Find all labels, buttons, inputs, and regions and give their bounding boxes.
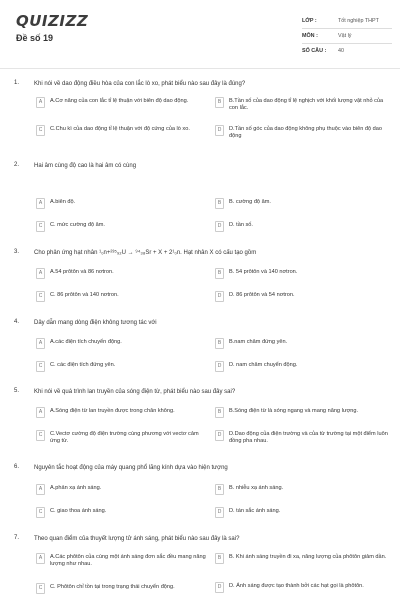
option-text: D. tán sắc ánh sáng.	[229, 508, 281, 514]
option-text: C. các điện tích đứng yên.	[50, 362, 116, 368]
option-letter-box: D	[215, 507, 224, 518]
option-text: A.54 prôtôn và 86 nơtron.	[50, 269, 114, 275]
option-text: A.biên độ.	[50, 199, 76, 205]
option-letter-box: D	[215, 361, 224, 372]
question-text: Cho phản ứng hạt nhân ¹₀n+²³⁵₉₂U → ⁹⁴₃₈Sr + X + 2¹₀n. Hạt nhân X có cấu tạo gồm	[34, 250, 257, 256]
question-number: 7.	[14, 535, 20, 541]
option-letter-box: A	[36, 553, 45, 564]
option-letter-box: C	[36, 430, 45, 441]
option-letter-box: C	[36, 291, 45, 302]
option-text: B.Tần số của dao động tỉ lệ nghịch với khối lượng vật nhỏ của con lắc.	[229, 98, 384, 112]
option-text: C.Vectơ cường độ điện trường cùng phương với vectơ cảm ứng từ.	[50, 431, 199, 445]
option-letter-box: B	[215, 553, 224, 564]
question-number: 1.	[14, 80, 20, 86]
option-text: C. Phôtôn chỉ tồn tại trong trạng thái chuyển động.	[50, 584, 175, 590]
option-letter-box: C	[36, 221, 45, 232]
question-number: 5.	[14, 388, 20, 394]
option-text: C. mức cường độ âm.	[50, 222, 105, 228]
option-letter-box: D	[215, 430, 224, 441]
meta-class-label: LỚP :	[302, 18, 317, 24]
option-letter-box: B	[215, 484, 224, 495]
meta-count-value: 40	[338, 48, 344, 54]
question-number: 3.	[14, 249, 20, 255]
option-letter-box: C	[36, 125, 45, 136]
worksheet-header	[0, 0, 400, 66]
question-number: 6.	[14, 464, 20, 470]
meta-count-row	[302, 44, 392, 59]
option-letter-box: A	[36, 268, 45, 279]
question-text: Khi nói về quá trình lan truyền của sóng điện từ, phát biểu nào sau đây sai?	[34, 389, 236, 395]
option-letter-box: A	[36, 198, 45, 209]
option-text: B. cường độ âm.	[229, 199, 271, 205]
meta-count-label: SỐ CÂU :	[302, 48, 327, 54]
option-text: A.các điện tích chuyển động.	[50, 339, 122, 345]
option-text: D. nam châm chuyển động.	[229, 362, 298, 368]
question-text: Hai âm cùng độ cao là hai âm có cùng	[34, 163, 137, 169]
question-number: 2.	[14, 162, 20, 168]
option-letter-box: B	[215, 268, 224, 279]
option-letter-box: B	[215, 407, 224, 418]
option-text: A.Sóng điện từ lan truyền được trong chân không.	[50, 408, 175, 414]
question-text: Khi nói về dao động điều hòa của con lắc lò xo, phát biểu nào sau đây là đúng?	[34, 81, 246, 87]
option-letter-box: B	[215, 97, 224, 108]
option-letter-box: A	[36, 407, 45, 418]
option-text: B. Khi ánh sáng truyền đi xa, năng lượng của phôtôn giảm dần.	[229, 554, 387, 560]
option-text: A.phản xạ ánh sáng.	[50, 485, 102, 491]
meta-subject-row	[302, 29, 392, 44]
question-text: Nguyên tắc hoạt động của máy quang phổ lăng kính dựa vào hiện tượng	[34, 465, 228, 471]
meta-class-value: Tốt nghiệp THPT	[338, 18, 379, 24]
option-letter-box: A	[36, 484, 45, 495]
option-text: C. giao thoa ánh sáng.	[50, 508, 107, 514]
header-divider	[0, 68, 400, 69]
option-text: B.nam châm đứng yên.	[229, 339, 288, 345]
option-letter-box: B	[215, 198, 224, 209]
option-text: B. 54 prôtôn và 140 nơtron.	[229, 269, 298, 275]
option-letter-box: A	[36, 338, 45, 349]
quizizz-logo: QUIZIZZ	[16, 12, 89, 30]
option-letter-box: D	[215, 582, 224, 593]
meta-subject-label: MÔN :	[302, 33, 318, 39]
option-text: D.Tần số góc của dao động không phụ thuộc vào biên độ dao động	[229, 126, 383, 140]
option-letter-box: D	[215, 221, 224, 232]
option-text: D. 86 prôtôn và 54 nơtron.	[229, 292, 295, 298]
meta-subject-value: Vật lý	[338, 33, 352, 39]
option-text: C. 86 prôtôn và 140 nơtron.	[50, 292, 119, 298]
test-meta	[302, 14, 392, 59]
option-letter-box: D	[215, 125, 224, 136]
option-letter-box: D	[215, 291, 224, 302]
option-text: D. Ánh sáng được tạo thành bởi các hạt gọi là phôtôn.	[229, 583, 364, 589]
option-text: A.Các phôtôn của cùng một ánh sáng đơn sắc đều mang năng lượng như nhau.	[50, 554, 206, 568]
option-letter-box: B	[215, 338, 224, 349]
option-text: D.Dao động của điện trường và của từ trường tại một điểm luôn đồng pha nhau.	[229, 431, 388, 445]
question-text: Dây dẫn mang dòng điện không tương tác với	[34, 320, 157, 326]
option-letter-box: C	[36, 361, 45, 372]
option-text: A.Cơ năng của con lắc tỉ lệ thuận với biên độ dao động.	[50, 98, 189, 104]
question-number: 4.	[14, 319, 20, 325]
meta-class-row	[302, 14, 392, 29]
option-text: C.Chu kì của dao động tỉ lệ thuận với độ cứng của lò xo.	[50, 126, 190, 132]
option-letter-box: A	[36, 97, 45, 108]
option-text: B.Sóng điện từ là sóng ngang và mang năng lượng.	[229, 408, 359, 414]
option-letter-box: C	[36, 583, 45, 594]
option-text: B. nhiễu xạ ánh sáng.	[229, 485, 284, 491]
option-text: D. tần số.	[229, 222, 253, 228]
option-letter-box: C	[36, 507, 45, 518]
question-text: Theo quan điểm của thuyết lượng tử ánh sáng, phát biểu nào sau đây là sai?	[34, 536, 240, 542]
test-title: Đề số 19	[16, 33, 54, 43]
